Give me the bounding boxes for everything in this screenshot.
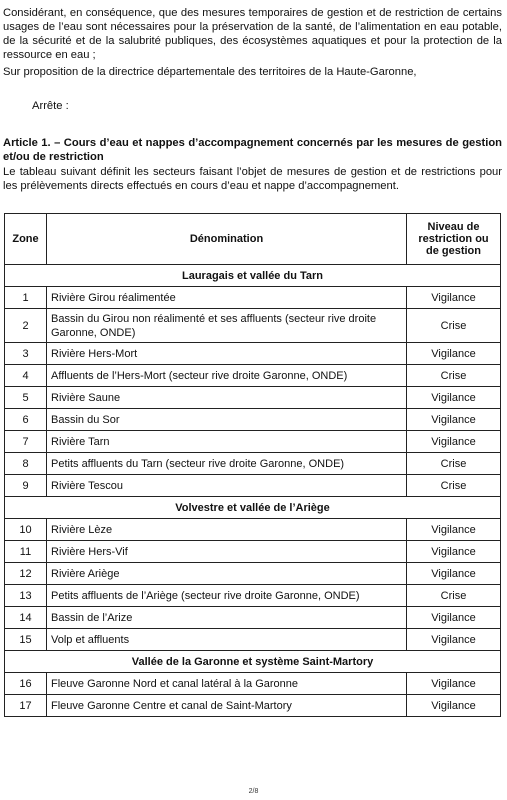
zone-cell: 7 — [5, 431, 47, 453]
arrete-heading: Arrête : — [32, 100, 69, 112]
niveau-cell: Vigilance — [407, 673, 501, 695]
section-title: Volvestre et vallée de l’Ariège — [5, 497, 501, 519]
section-row — [5, 497, 501, 519]
zone-cell: 4 — [5, 365, 47, 387]
table-body — [5, 265, 501, 717]
table-row — [5, 475, 501, 497]
zone-cell: 17 — [5, 695, 47, 717]
table-row — [5, 541, 501, 563]
table-row — [5, 519, 501, 541]
denomination-cell: Rivière Girou réalimentée — [47, 287, 407, 309]
denomination-cell: Bassin de l’Arize — [47, 607, 407, 629]
header-denomination: Dénomination — [47, 214, 407, 265]
denomination-cell: Volp et affluents — [47, 629, 407, 651]
zone-cell: 12 — [5, 563, 47, 585]
considerant-paragraph: Considérant, en conséquence, que des mesures temporaires de gestion et de restriction de certains usages de l’eau sont nécessaires pour la préservation de la santé, de l’alimentation en eau potable, de la sécurité et de la salubrité publiques, des écosystèmes aquatiques et pour la protection de la ressource en eau ; — [3, 7, 502, 61]
niveau-cell: Vigilance — [407, 519, 501, 541]
section-row — [5, 265, 501, 287]
niveau-cell: Crise — [407, 365, 501, 387]
zone-cell: 16 — [5, 673, 47, 695]
table-row — [5, 343, 501, 365]
niveau-cell: Vigilance — [407, 387, 501, 409]
zone-cell: 8 — [5, 453, 47, 475]
header-niveau: Niveau de restriction ou de gestion — [407, 214, 501, 265]
denomination-cell: Fleuve Garonne Centre et canal de Saint-Martory — [47, 695, 407, 717]
niveau-cell: Vigilance — [407, 695, 501, 717]
article-title: Article 1. – Cours d’eau et nappes d’accompagnement concernés par les mesures de gestion et/ou de restriction — [3, 137, 502, 163]
table-row — [5, 365, 501, 387]
niveau-cell: Vigilance — [407, 431, 501, 453]
niveau-cell: Crise — [407, 309, 501, 343]
section-title: Vallée de la Garonne et système Saint-Martory — [5, 651, 501, 673]
denomination-cell: Petits affluents de l’Ariège (secteur rive droite Garonne, ONDE) — [47, 585, 407, 607]
denomination-cell: Affluents de l’Hers-Mort (secteur rive droite Garonne, ONDE) — [47, 365, 407, 387]
zone-cell: 1 — [5, 287, 47, 309]
denomination-cell: Rivière Hers-Mort — [47, 343, 407, 365]
section-row — [5, 651, 501, 673]
table-row — [5, 409, 501, 431]
zone-cell: 11 — [5, 541, 47, 563]
zones-table — [4, 213, 501, 717]
denomination-cell: Petits affluents du Tarn (secteur rive droite Garonne, ONDE) — [47, 453, 407, 475]
zone-cell: 2 — [5, 309, 47, 343]
zone-cell: 6 — [5, 409, 47, 431]
table-row — [5, 387, 501, 409]
table-row — [5, 431, 501, 453]
niveau-cell: Vigilance — [407, 409, 501, 431]
table-row — [5, 695, 501, 717]
table-row — [5, 563, 501, 585]
denomination-cell: Rivière Tescou — [47, 475, 407, 497]
zone-cell: 13 — [5, 585, 47, 607]
section-title: Lauragais et vallée du Tarn — [5, 265, 501, 287]
zone-cell: 9 — [5, 475, 47, 497]
denomination-cell: Rivière Lèze — [47, 519, 407, 541]
table-row — [5, 629, 501, 651]
zone-cell: 15 — [5, 629, 47, 651]
table-row — [5, 309, 501, 343]
table-header-row — [5, 214, 501, 265]
zone-cell: 3 — [5, 343, 47, 365]
denomination-cell: Bassin du Sor — [47, 409, 407, 431]
denomination-cell: Rivière Tarn — [47, 431, 407, 453]
denomination-cell: Rivière Ariège — [47, 563, 407, 585]
denomination-cell: Rivière Hers-Vif — [47, 541, 407, 563]
page-number: 2/8 — [248, 788, 259, 795]
niveau-cell: Crise — [407, 585, 501, 607]
table-row — [5, 287, 501, 309]
header-zone: Zone — [5, 214, 47, 265]
niveau-cell: Vigilance — [407, 287, 501, 309]
zone-cell: 14 — [5, 607, 47, 629]
niveau-cell: Vigilance — [407, 563, 501, 585]
table-row — [5, 673, 501, 695]
niveau-cell: Crise — [407, 453, 501, 475]
niveau-cell: Vigilance — [407, 607, 501, 629]
proposition-paragraph: Sur proposition de la directrice départementale des territoires de la Haute-Garonne, — [3, 66, 417, 78]
niveau-cell: Crise — [407, 475, 501, 497]
denomination-cell: Bassin du Girou non réalimenté et ses affluents (secteur rive droite Garonne, ONDE) — [47, 309, 407, 343]
table-row — [5, 607, 501, 629]
table-row — [5, 585, 501, 607]
denomination-cell: Fleuve Garonne Nord et canal latéral à la Garonne — [47, 673, 407, 695]
zone-cell: 10 — [5, 519, 47, 541]
denomination-cell: Rivière Saune — [47, 387, 407, 409]
zone-cell: 5 — [5, 387, 47, 409]
niveau-cell: Vigilance — [407, 343, 501, 365]
niveau-cell: Vigilance — [407, 629, 501, 651]
niveau-cell: Vigilance — [407, 541, 501, 563]
table-row — [5, 453, 501, 475]
article-body: Le tableau suivant définit les secteurs faisant l’objet de mesures de gestion et de restrictions pour les prélèvements directs effectués en cours d’eau et nappe d’accompagnement. — [3, 166, 502, 192]
